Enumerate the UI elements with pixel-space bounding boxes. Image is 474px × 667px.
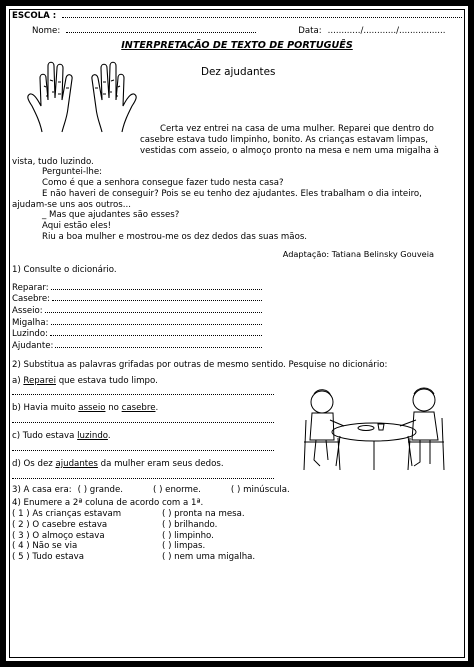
vocab-row[interactable] bbox=[12, 282, 262, 294]
item-letter: a) bbox=[12, 375, 24, 386]
story-line: vista, tudo luzindo. bbox=[12, 156, 94, 167]
answer-line[interactable] bbox=[12, 416, 274, 423]
underlined-word: casebre bbox=[121, 403, 156, 414]
match-right[interactable]: ( ) limpinho. bbox=[162, 530, 214, 541]
story-line: Certa vez entrei na casa de uma mulher. Reparei que dentro do bbox=[160, 124, 434, 135]
question-2-prompt: 2) Substitua as palavras grifadas por outras de mesmo sentido. Pesquise no dicionário: bbox=[12, 359, 388, 370]
answer-blank[interactable] bbox=[45, 305, 262, 313]
story-top bbox=[12, 56, 462, 140]
worksheet-content bbox=[12, 10, 462, 659]
question-1-prompt: 1) Consulte o dicionário. bbox=[12, 264, 117, 275]
story-line: E não haveri de conseguir? Pois se eu tenho dez ajudantes. Eles trabalham o dia inteiro, bbox=[42, 188, 422, 199]
page-title: INTERPRETAÇÃO DE TEXTO DE PORTUGUÊS bbox=[121, 40, 353, 52]
item-text: . bbox=[155, 403, 159, 414]
option-grande[interactable]: ( ) grande. bbox=[77, 484, 123, 495]
match-left: ( 2 ) O casebre estava bbox=[12, 519, 108, 530]
children-at-table-illustration bbox=[300, 380, 448, 474]
question-2 bbox=[12, 360, 462, 479]
story-line: Aqui estão eles! bbox=[42, 221, 112, 232]
hands-illustration bbox=[22, 56, 142, 134]
match-left: ( 4 ) Não se via bbox=[12, 541, 78, 552]
item-text: que estava tudo limpo. bbox=[55, 375, 158, 386]
vocab-row[interactable] bbox=[12, 317, 262, 329]
question-4 bbox=[12, 498, 462, 562]
question-3-prompt: 3) A casa era: bbox=[12, 484, 72, 495]
story-line: Perguntei-lhe: bbox=[42, 167, 103, 178]
match-right[interactable]: ( ) brilhando. bbox=[162, 519, 218, 530]
vocab-word: Luzindo: bbox=[12, 329, 49, 340]
match-row bbox=[12, 509, 462, 520]
vocab-row[interactable] bbox=[12, 305, 262, 317]
answer-blank[interactable] bbox=[51, 282, 262, 290]
item-text: no bbox=[105, 403, 122, 414]
match-row bbox=[12, 520, 462, 531]
item-text: . bbox=[107, 431, 111, 442]
date-blank[interactable]: ............/............/................. bbox=[327, 25, 446, 36]
answer-line[interactable] bbox=[12, 388, 274, 395]
vocab-word: Ajudante: bbox=[12, 341, 54, 352]
vocab-row[interactable] bbox=[12, 340, 262, 352]
school-label: ESCOLA : bbox=[12, 11, 57, 21]
story-title: Dez ajudantes bbox=[201, 66, 276, 79]
question-4-prompt: 4) Enumere a 2ª coluna de acordo com a 1ª. bbox=[12, 498, 204, 509]
story-line: _ Mas que ajudantes são esses? bbox=[42, 210, 180, 221]
option-minuscula[interactable]: ( ) minúscula. bbox=[230, 484, 290, 495]
item-text: da mulher eram seus dedos. bbox=[97, 458, 224, 469]
item-text: c) Tudo estava bbox=[12, 431, 78, 442]
story-line: Como é que a senhora consegue fazer tudo nesta casa? bbox=[42, 178, 284, 189]
match-left: ( 3 ) O almoço estava bbox=[12, 530, 105, 541]
match-right[interactable]: ( ) limpas. bbox=[162, 541, 206, 552]
match-row bbox=[12, 552, 462, 563]
match-row bbox=[12, 531, 462, 542]
story-line: ajudam-se uns aos outros... bbox=[12, 199, 131, 210]
answer-line[interactable] bbox=[12, 444, 274, 451]
name-label: Nome: bbox=[32, 25, 61, 36]
item-text: d) Os dez bbox=[12, 458, 56, 469]
underlined-word: luzindo bbox=[77, 431, 108, 442]
answer-blank[interactable] bbox=[50, 328, 262, 336]
story-line: casebre estava tudo limpinho, bonito. As crianças estavam limpas, bbox=[140, 135, 428, 146]
vocab-word: Migalha: bbox=[12, 317, 49, 328]
underlined-word: asseio bbox=[78, 403, 106, 414]
vocab-row[interactable] bbox=[12, 293, 262, 305]
story-text bbox=[12, 124, 462, 242]
question-1 bbox=[12, 265, 462, 352]
story-line: Riu a boa mulher e mostrou-me os dez dedos das suas mãos. bbox=[42, 231, 308, 242]
answer-blank[interactable] bbox=[52, 293, 262, 301]
match-right[interactable]: ( ) pronta na mesa. bbox=[162, 509, 245, 520]
school-blank[interactable] bbox=[62, 10, 462, 18]
option-enorme[interactable]: ( ) enorme. bbox=[152, 484, 201, 495]
answer-blank[interactable] bbox=[55, 340, 262, 348]
school-line bbox=[12, 10, 462, 22]
match-row bbox=[12, 541, 462, 552]
answer-line[interactable] bbox=[12, 472, 274, 479]
vocab-word: Casebre: bbox=[12, 294, 51, 305]
underlined-word: ajudantes bbox=[55, 458, 98, 469]
vocab-word: Asseio: bbox=[12, 305, 43, 316]
name-date-line bbox=[12, 25, 462, 37]
vocab-row[interactable] bbox=[12, 328, 262, 340]
underlined-word: Reparei bbox=[23, 375, 56, 386]
story-line: vestidas com asseio, o almoço pronto na mesa e nem uma migalha à bbox=[140, 145, 439, 156]
match-left: ( 1 ) As crianças estavam bbox=[12, 509, 122, 520]
vocab-word: Reparar: bbox=[12, 282, 49, 293]
date-label: Data: bbox=[298, 25, 322, 36]
question-3 bbox=[12, 485, 462, 496]
answer-blank[interactable] bbox=[51, 317, 262, 325]
match-right[interactable]: ( ) nem uma migalha. bbox=[162, 552, 256, 562]
item-text: b) Havia muito bbox=[12, 403, 79, 414]
name-blank[interactable] bbox=[66, 25, 256, 33]
match-left: ( 5 ) Tudo estava bbox=[12, 552, 84, 562]
story-credit: Adaptação: Tatiana Belinsky Gouveia bbox=[282, 248, 434, 259]
